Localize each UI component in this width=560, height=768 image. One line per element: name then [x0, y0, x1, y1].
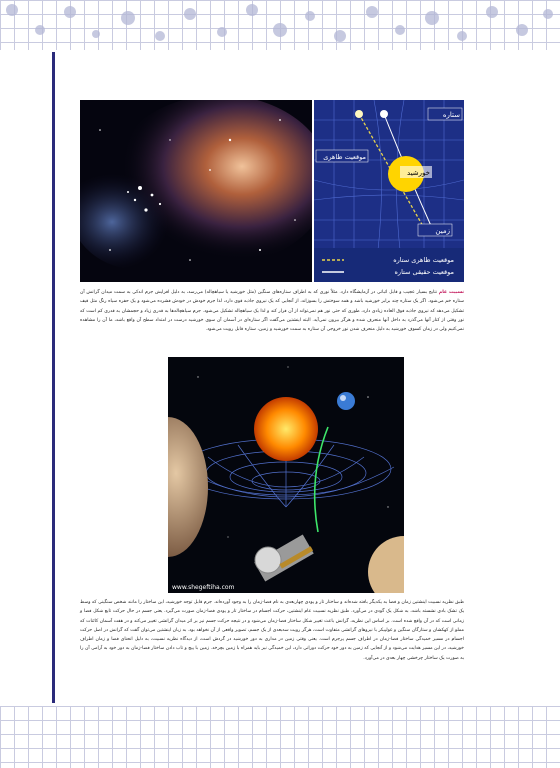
- paragraph-body: نتایج بسیار عجیب و قابل اثباتی در آزمایشگاه دارد. مثلاً نوری که به اطراف ستاره‌های سنگین (مثل خورشید یا سیاهچاله) می‌رسد، به دلیل افزایش جرم اندکی به سمت میدان گرانش آن ستاره خم می‌شود. اگر یک ستاره چند برابر خورشید باشد و همه سوختش را بسوزاند، از آنجایی که یک نیروی جاذبه قوی دارد، لذا جرم خودش در خودش فشرده می‌شود و یک حفره سیاه رنگ مثل قیف تشکیل می‌دهد که نیروی جاذبه فوق العاده زیادی دارد، طوری که حتی نور هم نمی‌تواند از آن فرار کند و لذا یک سیاهچاله تشکیل می‌شود. جرم سیاهچاله‌ها به قدری زیاد و حجمشان به قدری کم است که نور وقتی از کنار آنها می‌گذرد به داخل آنها منحرف شده و هرگز بیرون نمی‌آید. البته اینشتین می‌گفت اگر ستاره‌ای در آسمان آن سوی خورشید درست در امتداد سطح آن واقع باشد، ما آن را مشاهده نمی‌کنیم ولی در زمان کسوف خورشید به دلیل منحرف شدن نور خروجی آن ستاره به سمت خورشید و زمین، ستاره قابل رویت می‌شود.: [80, 290, 464, 333]
- star-label: ستاره: [442, 111, 460, 119]
- bottom-grid-band: [0, 706, 560, 768]
- nebula-image: [80, 100, 312, 282]
- sun-label: خورشید: [407, 169, 430, 177]
- spacetime-curvature-image: [168, 357, 404, 593]
- earth-label: زمین: [435, 227, 450, 235]
- decorative-dots: [0, 0, 560, 50]
- legend-real: موقعیت حقیقی ستاره: [394, 268, 454, 276]
- paragraph-spacetime: طبق نظریه نسبیت اینشتین زمان و فضا به یکدیگر بافته شده‌اند و ساختار تار و پودی چهاربعدی به نام فضا-زمان را به وجود آورده‌اند. جرم قابل توجه خورشید، این ساختار را مانند شخص سنگینی که وسط یک تشک بادی نشسته باشد، به شکل یک گودی در می‌آورد. طبق نظریه نسبیت عام اینشتین، حرکت اجسام در ساختار تار و پودی فضا-زمان صورت می‌گیرد. یعنی جسم در حال حرکت تابع شکل فضا و زمانی است که در آن واقع شده است. بر اساس این نظریه، گرانش باعث تغییر شکل ساختار فضا-زمان می‌شود و در نتیجه حرکت جسم نیز بر اثر میدان گرانشی تغییر می‌کند و در هفت آسمان کائنات که مملو از کهکشان و ستارگان سنگین و غولپیکر با نیروهای گرانشی متفاوت است، هرگز رویت سه‌بعدی از یک جسم، تصویر واقعی از آن نخواهد بود. به زبان اینشتین می‌توان گفت که گرانش در اصل حرکت اجسام در مسیر خمیدگی ساختار فضا-زمان در اطراف جسم پرجرم است. یعنی وقتی زمین در مداری به دور خورشید در گردش است، از دیدگاه نظریه نسبیت، به دلیل انحنای فضا و زمان اطراف خورشید، در این مسیر هدایت می‌شود و از آنجایی که زمین به دور خود حرکت دورانی دارد، این خمیدگی نیز باید همراه با زمین بچرخد. زمین با پیچ و تاب دادن ساختار فضا-زمان به دور خود به آرامی آن را به صورت یک ساختار چرخشی چهار بعدی در می‌آورد.: [80, 600, 464, 661]
- light-bending-diagram: [314, 100, 464, 282]
- legend-apparent: موقعیت ظاهری ستاره: [393, 256, 454, 264]
- image-watermark: www.shegeftiha.com: [172, 584, 235, 591]
- side-rule: [52, 52, 55, 703]
- highlight-term: نسبیت عام: [438, 290, 465, 295]
- apparent-position-label: موقعیت ظاهری: [323, 153, 366, 161]
- paragraph-general-relativity: [80, 288, 464, 334]
- top-grid-band: [0, 0, 560, 50]
